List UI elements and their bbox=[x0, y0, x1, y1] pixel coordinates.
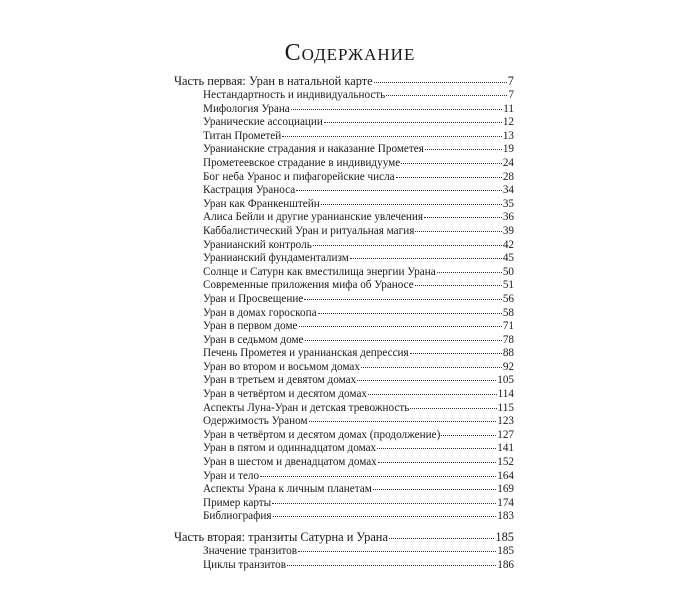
toc-entry bbox=[174, 184, 514, 198]
toc-entry-title: Прометеевское страдание в индивидууме bbox=[203, 156, 401, 169]
toc-entry-title: Уранические ассоциации bbox=[203, 116, 323, 129]
dot-leader bbox=[273, 516, 497, 517]
dot-leader bbox=[272, 503, 496, 504]
toc-entry bbox=[174, 442, 514, 456]
toc-page-number: 88 bbox=[502, 347, 514, 360]
dot-leader bbox=[396, 177, 502, 178]
dot-leader bbox=[299, 326, 502, 327]
dot-leader bbox=[377, 448, 496, 449]
toc-entry bbox=[174, 211, 514, 225]
toc-page-number: 115 bbox=[497, 401, 514, 414]
toc-page-number: 174 bbox=[497, 496, 514, 509]
toc-page-number: 123 bbox=[497, 415, 514, 428]
toc-entry-title: Уранианский контроль bbox=[203, 238, 312, 251]
toc-entry bbox=[174, 320, 514, 334]
toc-page-number: 7 bbox=[508, 89, 514, 101]
toc-page-number: 127 bbox=[497, 428, 514, 441]
dot-leader bbox=[378, 462, 496, 463]
toc-entry bbox=[174, 130, 514, 144]
toc-entry bbox=[174, 266, 514, 280]
toc-page-number: 50 bbox=[502, 265, 514, 278]
toc-entry-title: Уран в домах гороскопа bbox=[203, 306, 317, 319]
toc-entry-title: Одержимость Ураном bbox=[203, 415, 308, 428]
toc-entry-title: Нестандартность и индивидуальность bbox=[203, 89, 386, 101]
dot-leader bbox=[296, 190, 502, 191]
toc-entry-title: Часть вторая: транзиты Сатурна и Урана bbox=[174, 530, 388, 544]
toc-entry-title: Бог неба Уранос и пифагорейские числа bbox=[203, 170, 395, 183]
dot-leader bbox=[361, 367, 502, 368]
toc-entry-title: Каббалистический Уран и ритуальная магия bbox=[203, 224, 415, 237]
toc-entry-title: Пример карты bbox=[203, 496, 272, 509]
dot-leader bbox=[324, 122, 502, 123]
toc-entry-title: Уран в третьем и девятом домах bbox=[203, 374, 357, 387]
dot-leader bbox=[350, 258, 502, 259]
dot-leader bbox=[321, 204, 502, 205]
dot-leader bbox=[298, 551, 496, 552]
toc-entry-title: Уран в шестом и двенадцатом домах bbox=[203, 456, 377, 469]
toc-entry bbox=[174, 388, 514, 402]
toc-entry-title: Аспекты Урана к личным планетам bbox=[203, 483, 372, 496]
toc-entry-title: Современные приложения мифа об Ураносе bbox=[203, 279, 414, 292]
dot-leader bbox=[410, 353, 502, 354]
toc-entry-title: Уран как Франкенштейн bbox=[203, 197, 320, 210]
dot-leader bbox=[260, 476, 496, 477]
toc-entry-title: Титан Прометей bbox=[203, 129, 282, 142]
toc-entry bbox=[174, 497, 514, 511]
page-title: Содержание bbox=[284, 40, 416, 66]
toc-entry bbox=[174, 361, 514, 375]
toc-entry-title: Уранианский фундаментализм bbox=[203, 252, 349, 265]
toc-entry-title: Печень Прометея и уранианская депрессия bbox=[203, 347, 409, 360]
toc-page-number: 78 bbox=[502, 333, 514, 346]
toc-page-number: 39 bbox=[502, 224, 514, 237]
toc-page-number: 185 bbox=[495, 530, 514, 544]
toc-page-number: 71 bbox=[502, 320, 514, 333]
dot-leader bbox=[401, 163, 502, 164]
toc-page-number: 24 bbox=[502, 156, 514, 169]
toc-part-entry bbox=[174, 530, 514, 545]
toc-entry bbox=[174, 89, 514, 103]
toc-entry bbox=[174, 143, 514, 157]
dot-leader bbox=[425, 149, 502, 150]
toc-entry-title: Мифология Урана bbox=[203, 102, 290, 115]
toc-page-number: 34 bbox=[502, 184, 514, 197]
dot-leader bbox=[415, 231, 501, 232]
toc-entry bbox=[174, 334, 514, 348]
toc-entry bbox=[174, 198, 514, 212]
dot-leader bbox=[287, 565, 496, 566]
toc-page-number: 11 bbox=[503, 102, 514, 115]
toc-entry bbox=[174, 347, 514, 361]
toc-page-number: 58 bbox=[502, 306, 514, 319]
dot-leader bbox=[291, 109, 502, 110]
toc-entry bbox=[174, 116, 514, 130]
toc-entry-title: Значение транзитов bbox=[203, 545, 298, 557]
toc-page-number: 36 bbox=[502, 211, 514, 224]
toc-entry-title: Уран и тело bbox=[203, 469, 260, 482]
toc-entry-title: Солнце и Сатурн как вместилища энергии Урана bbox=[203, 265, 436, 278]
toc-entry bbox=[174, 279, 514, 293]
toc-entry-title: Уран в пятом и одиннадцатом домах bbox=[203, 442, 377, 455]
toc-entry bbox=[174, 239, 514, 253]
toc-page-number: 45 bbox=[502, 252, 514, 265]
toc-entry bbox=[174, 307, 514, 321]
toc-page-number: 13 bbox=[502, 129, 514, 142]
dot-leader bbox=[305, 340, 502, 341]
toc-entry-title: Уран в первом доме bbox=[203, 320, 298, 333]
toc-page-number: 169 bbox=[497, 483, 514, 496]
toc-entry bbox=[174, 293, 514, 307]
dot-leader bbox=[441, 435, 496, 436]
table-of-contents bbox=[174, 74, 514, 572]
toc-page-number: 105 bbox=[497, 374, 514, 387]
toc-page-number: 56 bbox=[502, 292, 514, 305]
dot-leader bbox=[437, 272, 502, 273]
dot-leader bbox=[357, 380, 496, 381]
dot-leader bbox=[304, 299, 502, 300]
toc-page-number: 186 bbox=[497, 558, 514, 571]
dot-leader bbox=[368, 394, 497, 395]
toc-entry-title: Уран в четвёртом и десятом домах (продолжение) bbox=[203, 428, 441, 441]
dot-leader bbox=[424, 217, 502, 218]
toc-entry bbox=[174, 483, 514, 497]
toc-entry bbox=[174, 470, 514, 484]
toc-page-number: 19 bbox=[502, 143, 514, 156]
toc-page-number: 7 bbox=[507, 74, 514, 88]
toc-entry bbox=[174, 510, 514, 524]
toc-entry bbox=[174, 456, 514, 470]
toc-entry bbox=[174, 157, 514, 171]
dot-leader bbox=[318, 313, 502, 314]
toc-entry-title: Кастрация Ураноса bbox=[203, 184, 296, 197]
toc-entry bbox=[174, 415, 514, 429]
dot-leader bbox=[313, 245, 502, 246]
toc-entry-title: Уранианские страдания и наказание Прометея bbox=[203, 143, 424, 156]
toc-entry-title: Аспекты Луна-Уран и детская тревожность bbox=[203, 401, 410, 414]
toc-entry bbox=[174, 559, 514, 573]
toc-entry bbox=[174, 225, 514, 239]
toc-entry-title: Уран во втором и восьмом домах bbox=[203, 360, 360, 373]
dot-leader bbox=[415, 285, 502, 286]
toc-page-number: 35 bbox=[502, 197, 514, 210]
toc-entry-title: Библиография bbox=[203, 510, 272, 523]
toc-page-number: 12 bbox=[502, 116, 514, 129]
dot-leader bbox=[373, 489, 496, 490]
toc-part-entry bbox=[174, 74, 514, 89]
toc-page-number: 51 bbox=[502, 279, 514, 292]
dot-leader bbox=[410, 408, 496, 409]
toc-entry bbox=[174, 171, 514, 185]
toc-page-number: 152 bbox=[497, 456, 514, 469]
toc-entry bbox=[174, 252, 514, 266]
toc-entry-title: Уран в седьмом доме bbox=[203, 333, 304, 346]
toc-page-number: 114 bbox=[497, 388, 514, 401]
toc-entry-title: Уран и Просвещение bbox=[203, 292, 304, 305]
toc-page-number: 28 bbox=[502, 170, 514, 183]
toc-entry bbox=[174, 545, 514, 559]
toc-page-number: 141 bbox=[497, 442, 514, 455]
toc-entry-title: Алиса Бейли и другие уранианские увлечения bbox=[203, 211, 424, 224]
toc-entry bbox=[174, 402, 514, 416]
toc-page-number: 164 bbox=[497, 469, 514, 482]
toc-entry-title: Циклы транзитов bbox=[203, 558, 286, 571]
toc-page-number: 183 bbox=[497, 510, 514, 523]
dot-leader bbox=[389, 538, 494, 539]
toc-entry-title: Часть первая: Уран в натальной карте bbox=[174, 74, 373, 88]
dot-leader bbox=[374, 82, 507, 83]
dot-leader bbox=[386, 95, 507, 96]
toc-page-number: 42 bbox=[502, 238, 514, 251]
toc-entry bbox=[174, 429, 514, 443]
toc-entry bbox=[174, 374, 514, 388]
toc-entry-title: Уран в четвёртом и десятом домах bbox=[203, 388, 367, 401]
dot-leader bbox=[282, 136, 502, 137]
toc-page-number: 92 bbox=[502, 360, 514, 373]
dot-leader bbox=[309, 421, 497, 422]
toc-page-number: 185 bbox=[497, 545, 514, 557]
toc-entry bbox=[174, 103, 514, 117]
